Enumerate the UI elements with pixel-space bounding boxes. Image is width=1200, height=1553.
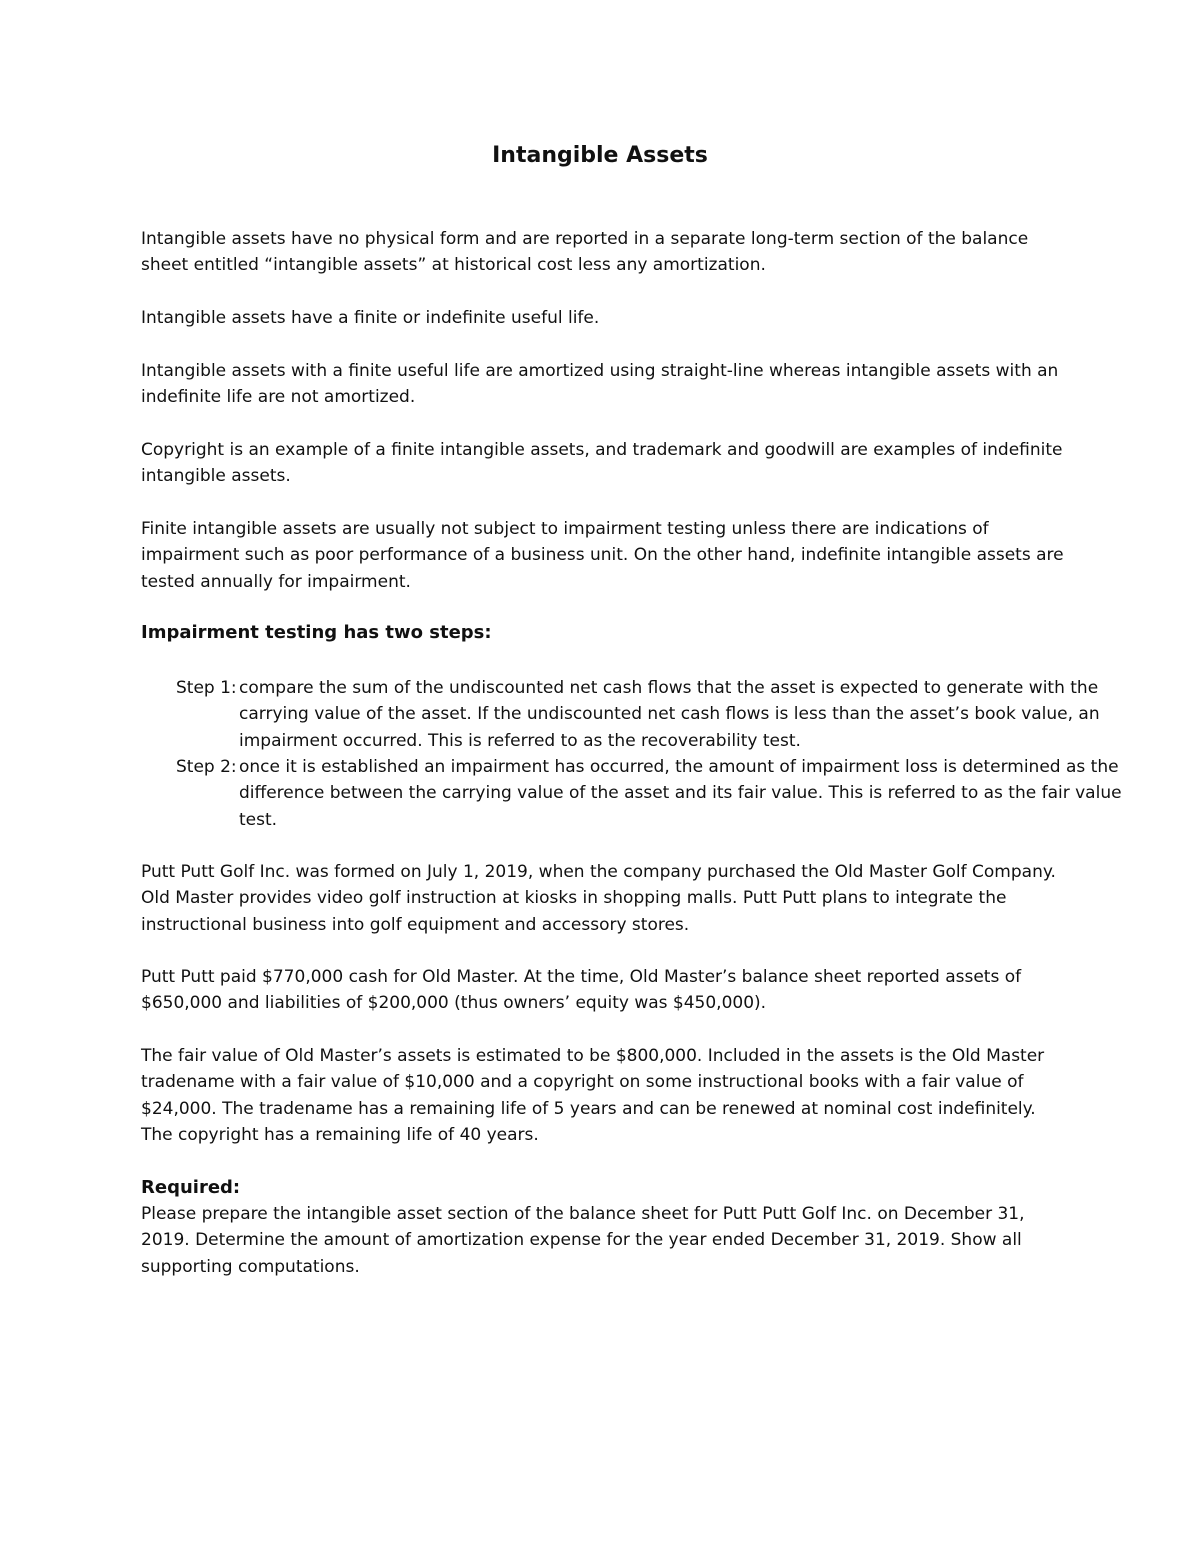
step-item	[176, 754, 1139, 833]
page-title: Intangible Assets	[492, 143, 708, 168]
paragraph-useful-life: Intangible assets have a finite or indefinite useful life.	[141, 308, 600, 328]
paragraph-amortization: Intangible assets with a finite useful life are amortized using straight-line whereas intangible assets with an indefinite life are not amortized.	[141, 361, 1059, 408]
step-text: compare the sum of the undiscounted net cash flows that the asset is expected to generate with the carrying value of the asset. If the undiscounted net cash flows is less than the asset’s book value, an impairment occurred. This is referred to as the recoverability test.	[239, 678, 1100, 751]
required-heading: Required:	[141, 1177, 241, 1198]
paragraph-purchase-details: Putt Putt paid $770,000 cash for Old Master. At the time, Old Master’s balance sheet reported assets of $650,000 and liabilities of $200,000 (thus owners’ equity was $450,000).	[141, 967, 1022, 1014]
paragraph-required: Please prepare the intangible asset section of the balance sheet for Putt Putt Golf Inc. on December 31, 2019. Determine the amount of amortization expense for the year ended December 31, 2019. Show all supporting computations.	[141, 1204, 1025, 1277]
paragraph-definition: Intangible assets have no physical form and are reported in a separate long-term section of the balance sheet entitled “intangible assets” at historical cost less any amortization.	[141, 229, 1029, 276]
step-item	[176, 675, 1139, 754]
paragraph-impairment-testing: Finite intangible assets are usually not subject to impairment testing unless there are indications of impairment such as poor performance of a business unit. On the other hand, indefinite intangible assets are tested annually for impairment.	[141, 519, 1064, 592]
paragraph-examples: Copyright is an example of a finite intangible assets, and trademark and goodwill are examples of indefinite intangible assets.	[141, 440, 1063, 487]
impairment-heading: Impairment testing has two steps:	[141, 622, 492, 643]
paragraph-fair-value-details: The fair value of Old Master’s assets is estimated to be $800,000. Included in the assets is the Old Master tradename with a fair value of $10,000 and a copyright on some instructional books with a fair value of $24,000. The tradename has a remaining life of 5 years and can be renewed at nominal cost indefinitely. The copyright has a remaining life of 40 years.	[141, 1046, 1045, 1145]
step-label: Step 2:	[176, 757, 237, 777]
step-text: once it is established an impairment has occurred, the amount of impairment loss is determined as the difference between the carrying value of the asset and its fair value. This is referred to as the fair value test.	[239, 757, 1122, 830]
paragraph-company-background: Putt Putt Golf Inc. was formed on July 1, 2019, when the company purchased the Old Master Golf Company. Old Master provides video golf instruction at kiosks in shopping malls. Putt Putt plans to integrate the instructional business into golf equipment and accessory stores.	[141, 862, 1056, 935]
step-label: Step 1:	[176, 678, 237, 698]
